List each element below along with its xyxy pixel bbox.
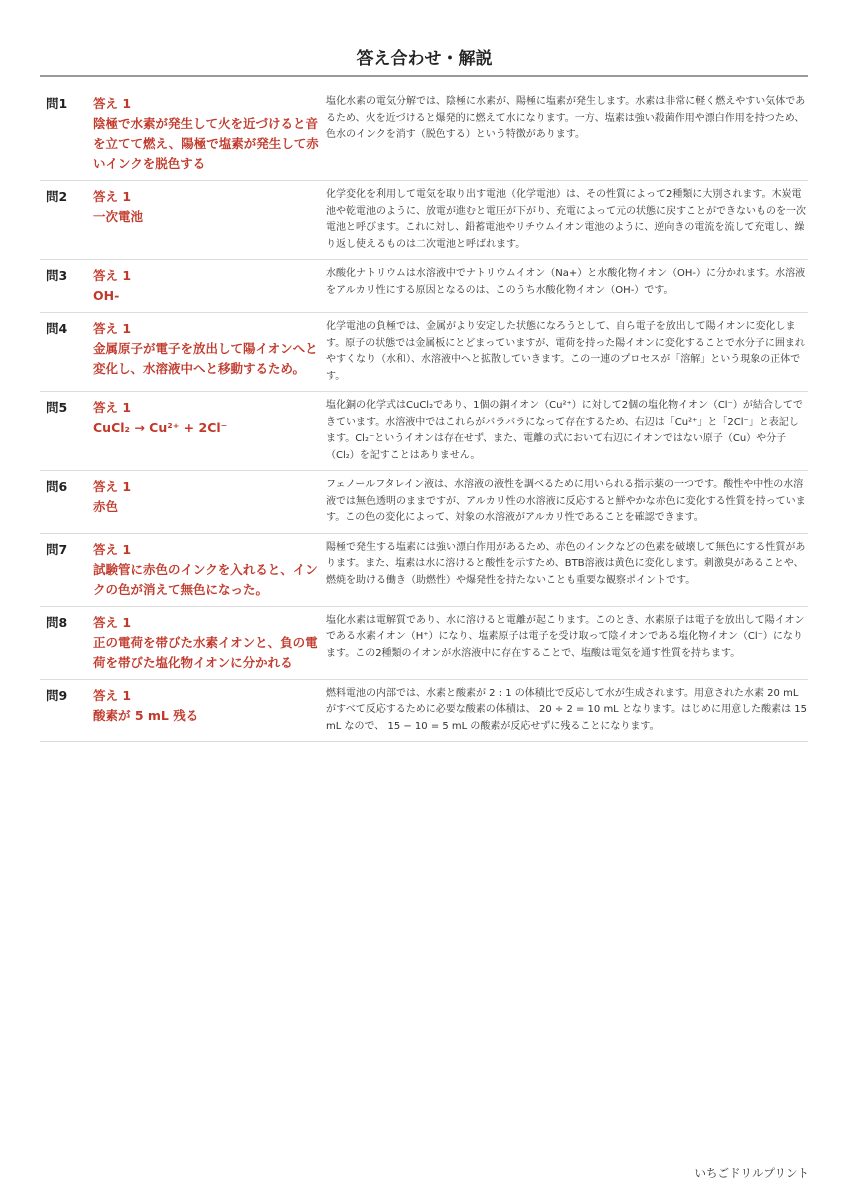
answer-row-8 xyxy=(40,607,808,680)
question-number: 問8 xyxy=(46,614,68,630)
answer-cell xyxy=(86,540,322,600)
explanation-text: 化学変化を利用して電気を取り出す電池（化学電池）は、その性質によって2種類に大別されます。木炭電池や乾電池のように、放電が進むと電圧が下がり、充電によって元の状態に戻すことができないものを一次電池と呼びます。これに対し、鉛蓄電池やリチウムイオン電池のように、逆向きの電流を流して充電し、繰り返し使えるものは二次電池と呼ばれます。 xyxy=(326,189,806,250)
answer-text: 試験管に赤色のインクを入れると、インクの色が消えて無色になった。 xyxy=(93,561,318,597)
answer-cell xyxy=(86,613,322,673)
explanation-text: 陽極で発生する塩素には強い漂白作用があるため、赤色のインクなどの色素を破壊して無色にする性質があります。また、塩素は水に溶けると酸性を示すため、BTB溶液は黄色に変化します。刺激臭があることや、燃焼を助ける働き（助燃性）や爆発性を持たないことも重要な観察ポイントです。 xyxy=(326,541,806,586)
answer-label: 答え 1 xyxy=(93,321,132,336)
answer-label: 答え 1 xyxy=(93,96,132,111)
answer-row-6 xyxy=(40,471,808,534)
answer-text: 金属原子が電子を放出して陽イオンへと変化し、水溶液中へと移動するため。 xyxy=(93,341,318,376)
question-number: 問2 xyxy=(46,189,68,204)
answer-text: OH- xyxy=(93,288,120,303)
answer-cell xyxy=(86,94,322,174)
answer-cell xyxy=(86,686,322,736)
answer-row-1 xyxy=(40,88,808,181)
answer-label: 答え 1 xyxy=(93,541,132,557)
title-divider xyxy=(40,75,808,77)
answer-label: 答え 1 xyxy=(93,400,132,415)
explanation-text: 塩化水素の電気分解では、陰極に水素が、陽極に塩素が発生します。水素は非常に軽く燃えやすい気体であるため、火を近づけると爆発的に燃えて水になります。一方、塩素は強い殺菌作用や漂白作用を持つため、色水のインクを消す（脱色する）という特徴があります。 xyxy=(326,96,806,140)
answer-cell xyxy=(86,319,322,385)
answer-cell xyxy=(86,187,322,253)
answer-text: 一次電池 xyxy=(93,209,144,224)
answer-row-9 xyxy=(40,680,808,743)
answer-row-4 xyxy=(40,313,808,392)
answer-row-7 xyxy=(40,534,808,607)
question-number: 問4 xyxy=(46,321,68,336)
explanation-text: フェノールフタレイン液は、水溶液の液性を調べるために用いられる指示薬の一つです。酸性や中性の水溶液では無色透明のままですが、アルカリ性の水溶液に反応すると鮮やかな赤色に変化する性質を持っています。この色の変化によって、対象の水溶液がアルカリ性であることを確認できます。 xyxy=(326,479,806,523)
answer-label: 答え 1 xyxy=(93,479,132,494)
answer-text: CuCl₂ → Cu²⁺ + 2Cl⁻ xyxy=(93,420,228,435)
answer-label: 答え 1 xyxy=(93,189,132,204)
answer-text: 赤色 xyxy=(93,499,119,514)
question-number: 問6 xyxy=(46,479,68,494)
answer-row-2 xyxy=(40,181,808,260)
explanation-text: 塩化銅の化学式はCuCl₂であり、1個の銅イオン（Cu²⁺）に対して2個の塩化物イオン（Cl⁻）が結合してできています。水溶液中ではこれらがバラバラになって存在するため、右辺は「Cu²⁺」と「2Cl⁻」と表記します。Cl₂⁻というイオンは存在せず、また、電離の式において右辺にイオンではない原子（Cu）や分子（Cl₂）を記すことはありません。 xyxy=(326,400,803,461)
question-number: 問9 xyxy=(46,687,68,703)
answer-cell xyxy=(86,266,322,306)
answer-row-5 xyxy=(40,392,808,471)
explanation-text: 塩化水素は電解質であり、水に溶けると電離が起こります。このとき、水素原子は電子を放出して陽イオンである水素イオン（H⁺）になり、塩素原子は電子を受け取って陰イオンである塩化物イオン（Cl⁻）になります。この2種類のイオンが水溶液中に存在することで、塩酸は電気を通す性質を持ちます。 xyxy=(326,614,805,659)
answer-text: 陰極で水素が発生して火を近づけると音を立てて燃え、陽極で塩素が発生して赤いインクを脱色する xyxy=(93,116,319,171)
page-title: 答え合わせ・解説 xyxy=(356,49,493,69)
answer-cell xyxy=(86,398,322,464)
question-number: 問3 xyxy=(46,268,68,283)
question-number: 問5 xyxy=(46,400,68,415)
answer-text: 酸素が 5 mL 残る xyxy=(93,707,199,723)
answer-text: 正の電荷を帯びた水素イオンと、負の電荷を帯びた塩化物イオンに分かれる xyxy=(93,634,318,670)
answer-row-3 xyxy=(40,260,808,313)
answer-label: 答え 1 xyxy=(93,687,132,703)
question-number: 問7 xyxy=(46,541,68,557)
answer-label: 答え 1 xyxy=(93,268,132,283)
explanation-text: 水酸化ナトリウムは水溶液中でナトリウムイオン（Na+）と水酸化物イオン（OH-）に分かれます。水溶液をアルカリ性にする原因となるのは、このうち水酸化物イオン（OH-）です。 xyxy=(326,268,806,296)
answer-table xyxy=(40,88,808,742)
explanation-text: 燃料電池の内部では、水素と酸素が 2 : 1 の体積比で反応して水が生成されます。用意された水素 20 mL がすべて反応するために必要な酸素の体積は、 20 ÷ 2 = 10 mL となります。はじめに用意した酸素は 15 mL なので、 15 − 10 = 5 mL の酸素が反応せずに残ることになります。 xyxy=(326,687,808,732)
answer-label: 答え 1 xyxy=(93,614,132,630)
footer-brand: いちごドリルプリント xyxy=(694,1166,809,1180)
explanation-text: 化学電池の負極では、金属がより安定した状態になろうとして、自ら電子を放出して陽イオンに変化します。原子の状態では金属板にとどまっていますが、電荷を持った陽イオンに変化することで水分子に囲まれやすくなり（水和）、水溶液中へと拡散していきます。この一連のプロセスが「溶解」という現象の正体です。 xyxy=(326,321,805,382)
answer-cell xyxy=(86,477,322,527)
question-number: 問1 xyxy=(46,96,68,111)
